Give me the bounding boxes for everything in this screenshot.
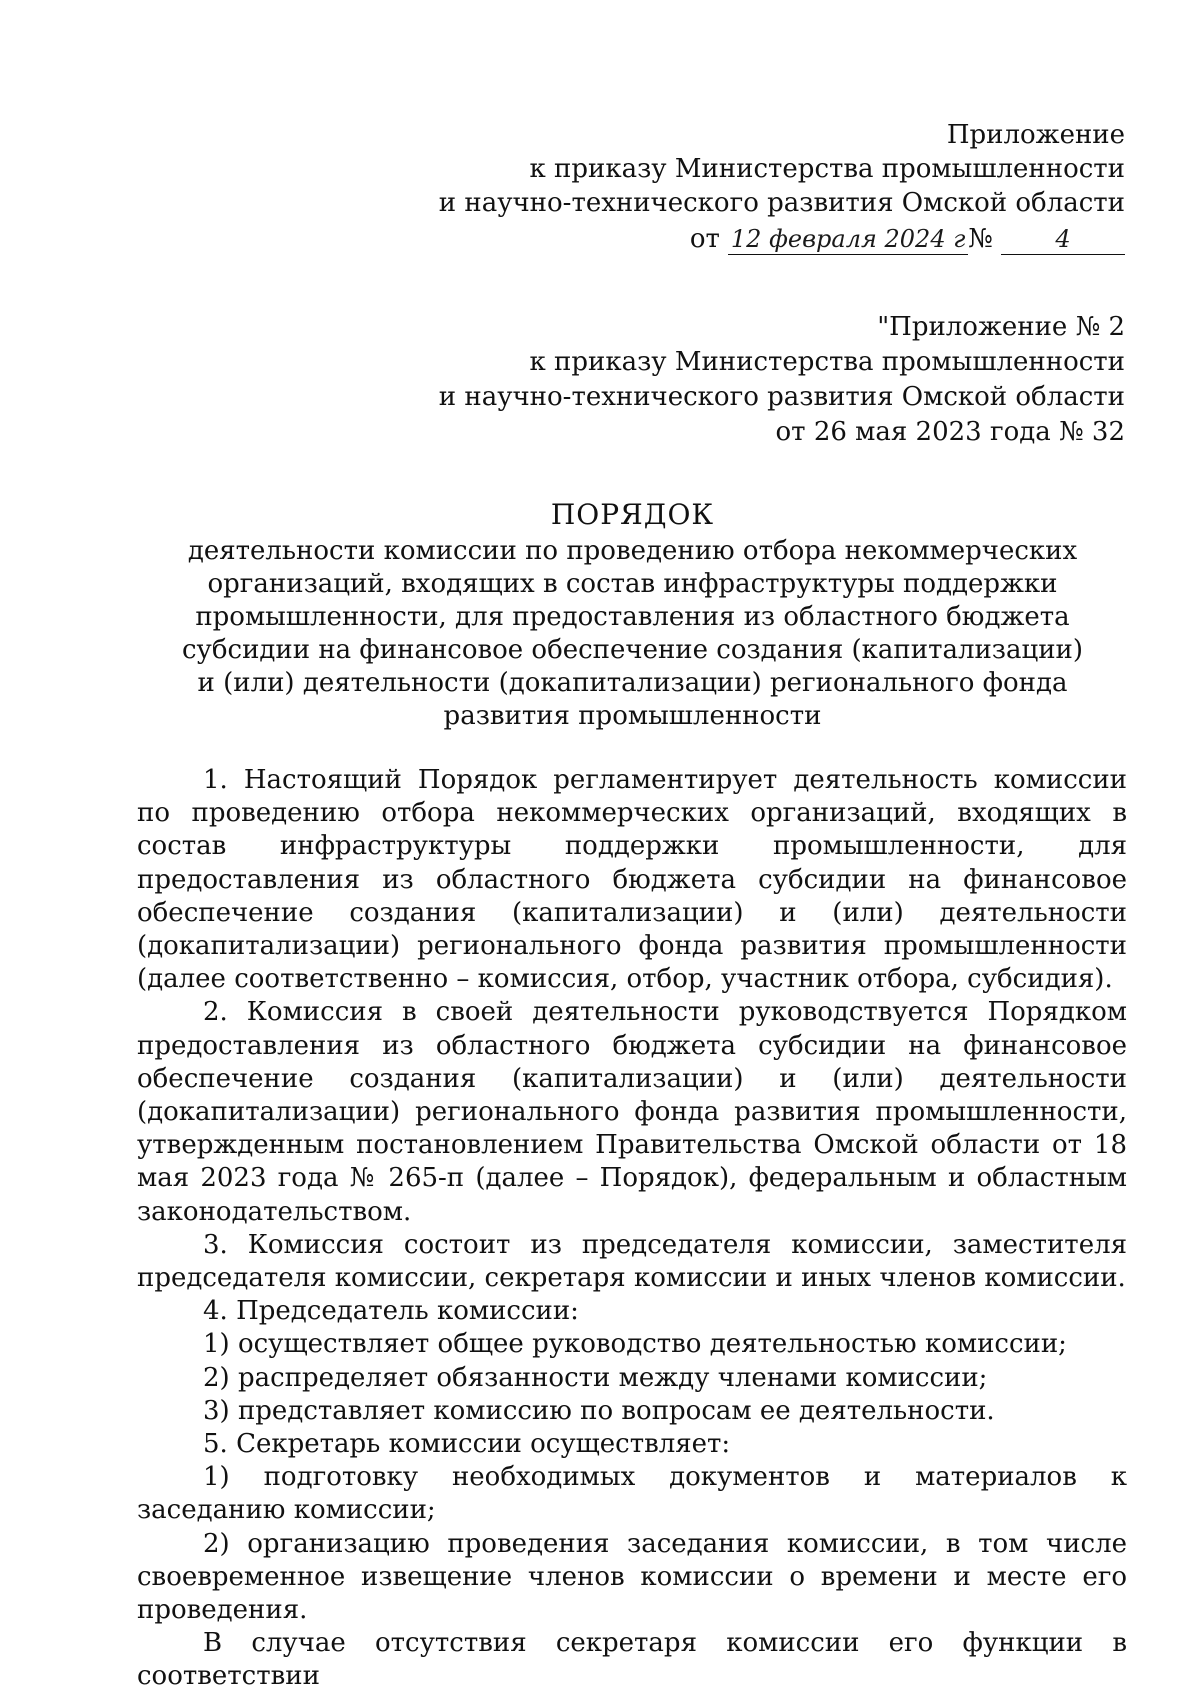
date-prefix: от bbox=[689, 224, 720, 254]
title-line: промышленности, для предоставления из областного бюджета bbox=[195, 602, 1070, 632]
header2-line: к приказу Министерства промышленности bbox=[529, 347, 1125, 377]
title-line: организаций, входящих в состав инфраструктуры поддержки bbox=[207, 569, 1058, 599]
title-line: развития промышленности bbox=[443, 701, 822, 731]
paragraph-3: 3. Комиссия состоит из председателя комиссии, заместителя председателя комиссии, секретаря комиссии и иных членов комиссии. bbox=[137, 1229, 1127, 1294]
number-label: № bbox=[968, 224, 993, 254]
paragraph-continuation: В случае отсутствия секретаря комиссии его функции в соответствии bbox=[137, 1628, 1127, 1692]
appendix-2-header bbox=[439, 310, 1125, 450]
header-line: и научно-технического развития Омской области bbox=[438, 188, 1125, 218]
handwritten-number: 4 bbox=[1001, 224, 1125, 255]
appendix-header bbox=[439, 118, 1125, 256]
header-line: к приказу Министерства промышленности bbox=[529, 154, 1125, 184]
header2-line: "Приложение № 2 bbox=[877, 312, 1125, 342]
list-item: 1) осуществляет общее руководство деятельностью комиссии; bbox=[203, 1329, 1067, 1360]
paragraph-4: 4. Председатель комиссии: bbox=[203, 1296, 579, 1327]
handwritten-date: 12 февраля 2024 г bbox=[728, 224, 968, 255]
paragraph-5: 5. Секретарь комиссии осуществляет: bbox=[203, 1429, 731, 1460]
document-title bbox=[140, 497, 1125, 733]
list-item: 3) представляет комиссию по вопросам ее деятельности. bbox=[203, 1395, 995, 1426]
title-line: субсидии на финансовое обеспечение создания (капитализации) bbox=[182, 635, 1083, 665]
list-item: 2) распределяет обязанности между членами комиссии; bbox=[203, 1362, 988, 1393]
title-heading: ПОРЯДОК bbox=[550, 498, 715, 531]
header2-line: и научно-технического развития Омской области bbox=[438, 382, 1125, 412]
list-item: 2) организацию проведения заседания комиссии, в том числе своевременное извещение членов комиссии о времени и месте его проведения. bbox=[137, 1528, 1127, 1626]
document-body bbox=[137, 764, 1127, 1694]
header-date-line bbox=[439, 222, 1125, 256]
paragraph-1: 1. Настоящий Порядок регламентирует деятельность комиссии по проведению отбора некоммерческих организаций, входящих в состав инфраструктуры поддержки промышленности, для предоставления из областного бюджета субсидии на финансовое обеспечение создания (капитализации) и (или) деятельности (докапитализации) регионального фонда развития промышленности (далее соответственно – комиссия, отбор, участник отбора, субсидия). bbox=[137, 765, 1127, 995]
header-line: Приложение bbox=[946, 120, 1125, 150]
title-line: деятельности комиссии по проведению отбора некоммерческих bbox=[187, 536, 1078, 566]
list-item: 1) подготовку необходимых документов и материалов к заседанию комиссии; bbox=[137, 1462, 1127, 1526]
paragraph-2: 2. Комиссия в своей деятельности руководствуется Порядком предоставления из областного бюджета субсидии на финансовое обеспечение создания (капитализации) и (или) деятельности (докапитализации) регионального фонда развития промышленности, утвержденным постановлением Правительства Омской области от 18 мая 2023 года № 265-п (далее – Порядок), федеральным и областным законодательством. bbox=[137, 997, 1127, 1227]
title-line: и (или) деятельности (докапитализации) регионального фонда bbox=[197, 668, 1068, 698]
header2-line: от 26 мая 2023 года № 32 bbox=[775, 417, 1125, 447]
